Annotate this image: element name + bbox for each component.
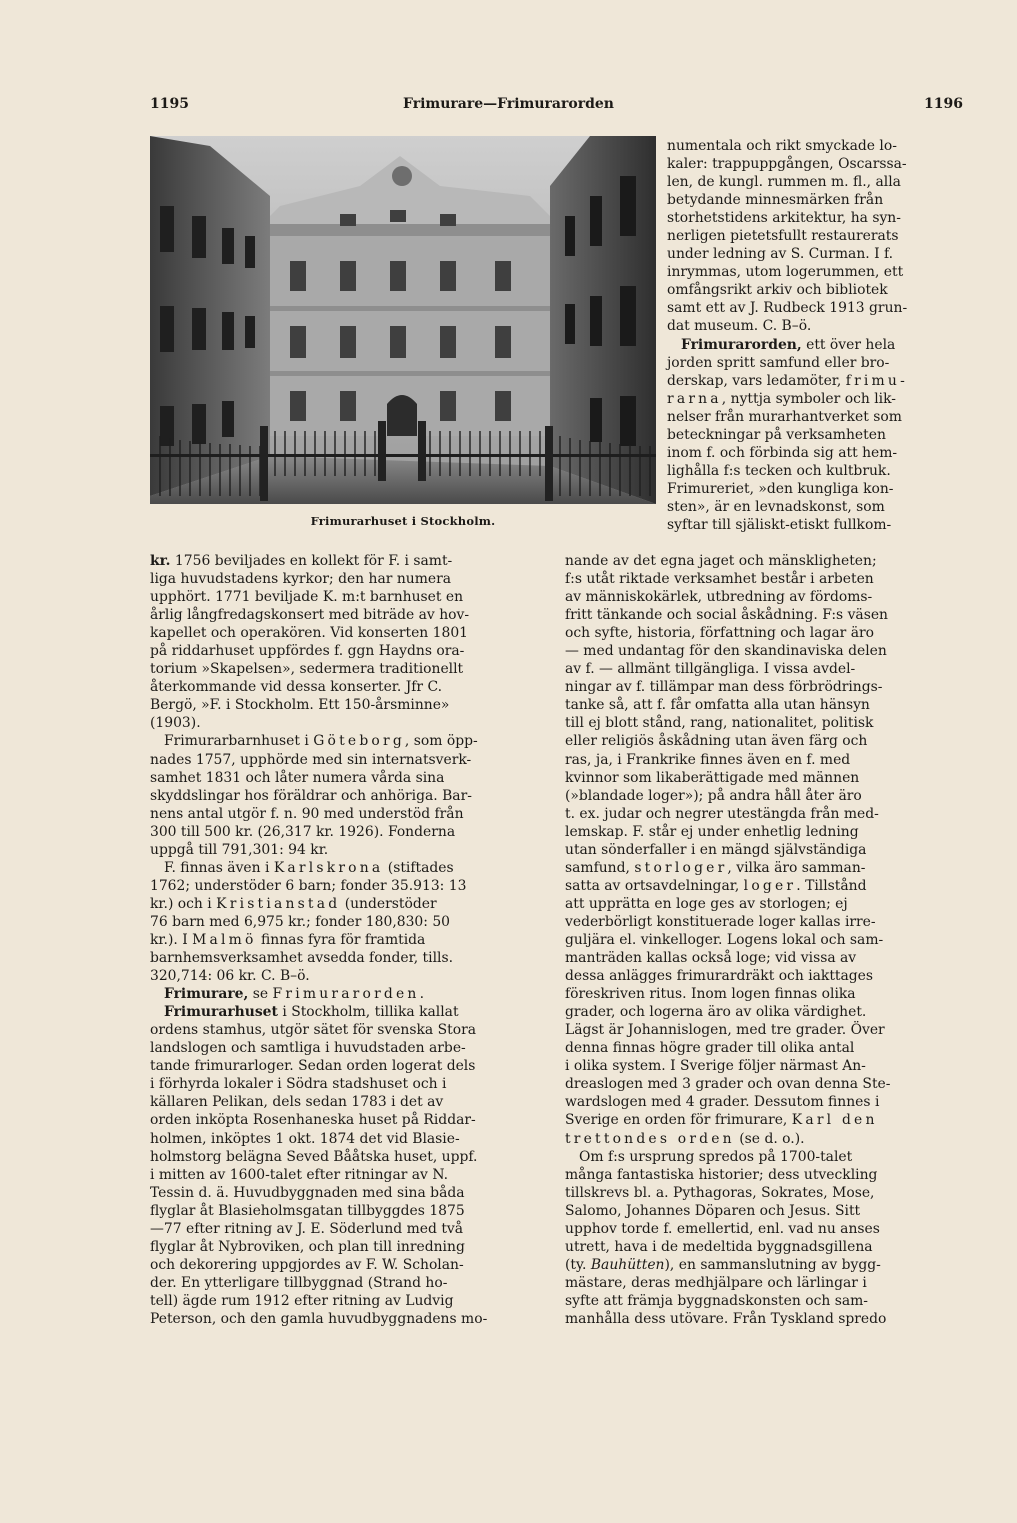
right-column-upper	[667, 137, 963, 534]
paragraph-barnhuset-cont: kr. 1756 beviljades en kollekt för F. i samt- liga huvudstadens kyrkor; den har numera upphört. 1771 beviljade K. m:t barnhuset en årlig långfredagskonsert med biträde av hov- kapellet och operakören. Vid konserten 1801 på riddarhuset uppfördes f. ggn Haydns ora- torium »Skapelsen», sedermera traditionellt återkommande vid dessa konserter. Jfr C. Bergö, »F. i Stockholm. Ett 150-årsminne» (1903).	[150, 553, 470, 732]
left-column	[150, 552, 545, 1328]
running-head: Frimurare—Frimurarorden	[403, 96, 614, 112]
paragraph-frimurare: Frimurare, se Frimurarorden.	[164, 986, 424, 1003]
building-photograph	[150, 136, 656, 504]
right-column-lower	[565, 552, 963, 1328]
page-number-right: 1196	[924, 96, 963, 112]
entry-headword: Frimurarhuset	[164, 1004, 278, 1021]
figure-caption: Frimurarhuset i Stockholm.	[310, 514, 496, 528]
page-number-left: 1195	[150, 96, 189, 112]
entry-headword: Frimurarorden,	[681, 336, 802, 353]
cross-reference-link[interactable]: Frimurarorden	[272, 986, 420, 1003]
paragraph-other-cities: F. finnas även i Karlskrona (stiftades 1762; understöder 6 barn; fonder 35.913: 13 kr.) och i Kristianstad (understöder 76 barn med 6,975 kr.; fonder 180,830: 50 kr.). I Malmö finnas fyra för framtida barnhemsverksamhet avsedda fonder, tills. 320,714: 06 kr. C. B–ö.	[150, 859, 467, 985]
paragraph-goteborg: Frimurarbarnhuset i Göteborg, som öpp- nades 1757, upphörde med sin internatsverk- samhet 1831 och låter numera vårda sina skyddslingar hos föräldrar och anhöriga. Bar- nens antal utgör f. n. 90 med understöd från 300 till 500 kr. (26,317 kr. 1926). Fonderna uppgå till 791,301: 94 kr.	[150, 733, 478, 858]
paragraph-ursprung: Om f:s ursprung spredos på 1700-talet många fantastiska historier; dess utveckling tillskrevs bl. a. Pythagoras, Sokrates, Mose, Salomo, Johannes Döparen och Jesus. Sitt upphov torde f. emellertid, enl. vad nu anses utrett, hava i de medeltida byggnadsgillena (ty. Bauhütten), en sammanslutning av bygg- mästare, deras medhjälpare och lärlingar i syfte att främja byggnadskonsten och sam- manhålla dess utövare. Från Tyskland spredo	[565, 1148, 887, 1327]
paragraph-frimurarhuset-cont: numentala och rikt smyckade lo- kaler: trappuppgången, Oscarssa- len, de kungl. rummen m. fl., alla betydande minnesmärken från storhetstidens arkitektur, ha syn- nerligen pietetsfullt restaurerats under ledning av S. Curman. I f. inrymmas, utom logerummen, ett omfångsrikt arkiv och bibliotek samt ett av J. Rudbeck 1913 grun- dat museum. C. B–ö.	[667, 138, 908, 335]
paragraph-frimurarhuset: Frimurarhuset i Stockholm, tillika kallat ordens stamhus, utgör sätet för svenska Stora landslogen och samtliga i huvudstaden arbe- tande frimurarloger. Sedan orden logerat dels i förhyrda lokaler i Södra stadshuset och i källaren Pelikan, dels sedan 1783 i det av orden inköpta Rosenhaneska huset på Riddar- holmen, inköptes 1 okt. 1874 det vid Blasie- holmstorg belägna Seved Bååtska huset, uppf. i mitten av 1600-talet efter ritningar av N. Tessin d. ä. Huvudbyggnaden med sina båda flyglar åt Blasieholmsgatan tillbyggdes 1875 —77 efter ritning av J. E. Söderlund med två flyglar åt Nybroviken, och plan till inredning och dekorering uppgjordes av F. W. Scholan- der. En ytterligare tillbyggnad (Strand ho- tell) ägde rum 1912 efter ritning av Ludvig Peterson, och den gamla huvudbyggnadens mo-	[150, 1004, 488, 1327]
entry-headword: Frimurare,	[164, 986, 249, 1003]
cross-reference-link[interactable]: Karl den trettondes orden	[565, 1112, 878, 1147]
paragraph-frimurarorden-cont: nande av det egna jaget och mänskligheten; f:s utåt riktade verksamhet består i arbeten av människokärlek, utbredning av fördoms- fritt tänkande och social åskådning. F:s väsen och syfte, historia, författning och lagar äro — med undantag för den skandinaviska delen av f. — allmänt tillgängliga. I vissa avdel- ningar av f. tillämpar man dess förbrödrings- tanke så, att f. får omfatta alla utan hänsyn till ej blott stånd, rang, nationalitet, politisk eller religiös åskådning utan även färg och ras, ja, i Frankrike finnes även en f. med kvinnor som likaberättigade med männen (»blandade loger»); på andra håll åter äro t. ex. judar och negrer utestängda från med- lemskap. F. står ej under enhetlig ledning utan sönderfaller i en mängd självständiga samfund, storloger, vilka äro samman- satta av ortsavdelningar, loger. Tillstånd att upprätta en loge ges av storlogen; ej vederbörligt konstituerade loger kallas irre- guljära el. vinkelloger. Logens lokal och sam- manträden kallas också loge; vid vissa av dessa anlägges frimurardräkt och iakttages föreskriven ritus. Inom logen finnas olika grader, och logerna äro av olika värdighet. Lägst är Johannislogen, med tre grader. Över denna finnas högre grader till olika antal i olika system. I Sverige följer närmast An- dreaslogen med 3 grader och ovan denna Ste- wardslogen med 4 grader. Dessutom finnes i Sverige en orden för frimurare, Karl den trettondes orden (se d. o.).	[565, 553, 891, 1147]
paragraph-frimurarorden: Frimurarorden, ett över hela jorden spritt samfund eller bro- derskap, vars ledamöter, frimu- rarna, nyttja symboler och lik- nelser från murarhantverket som beteckningar på verksamheten inom f. och förbinda sig att hem- lighålla f:s tecken och kultbruk. Frimureriet, »den kungliga kon- sten», är en levnadskonst, som syftar till själiskt-etiskt fullkom-	[667, 336, 908, 533]
